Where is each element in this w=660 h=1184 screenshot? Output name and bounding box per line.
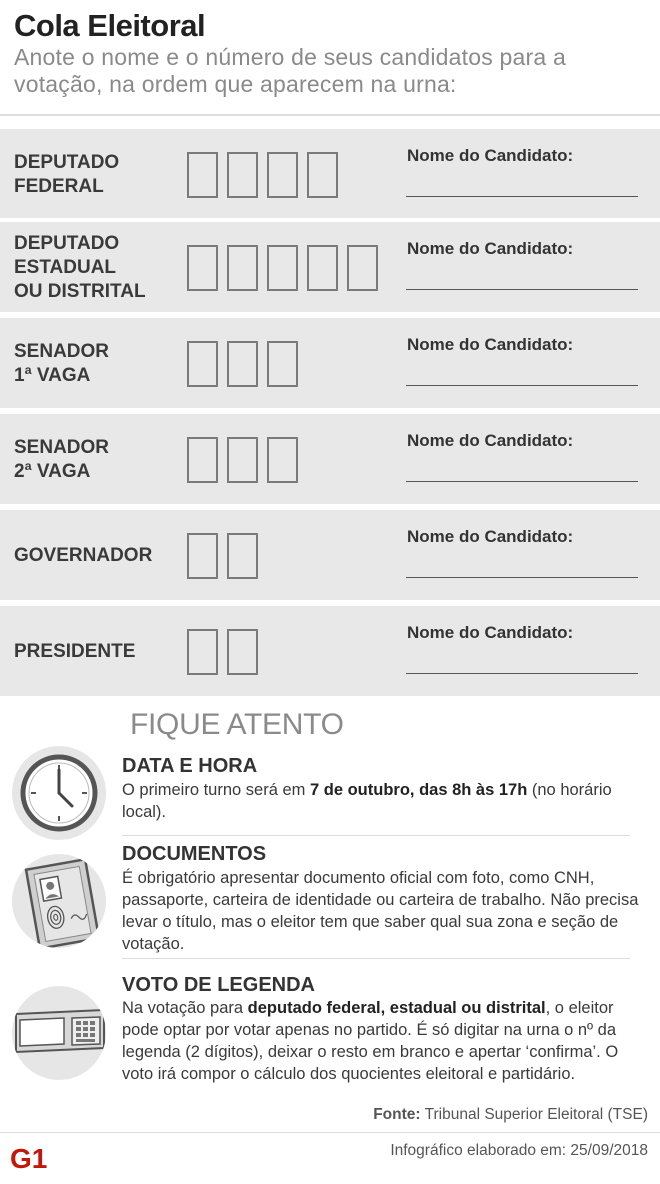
office-label-line: FEDERAL	[14, 175, 104, 197]
info-text-party-vote: Na votação para deputado federal, estadual ou distrital, o eleitor pode optar por votar apenas no partido. É só digitar na urna o nº da legenda (2 dígitos), deixar o resto em branco e apertar ‘confirma’. O voto irá compor o cálculo dos quocientes eleitoral e partidário.	[122, 999, 619, 1083]
digit-box[interactable]	[227, 533, 258, 579]
candidate-row	[0, 222, 660, 312]
footer-divider	[0, 1132, 660, 1133]
digit-box[interactable]	[227, 152, 258, 198]
digit-box[interactable]	[187, 533, 218, 579]
office-label	[14, 640, 135, 664]
g1-logo	[10, 1142, 50, 1172]
candidate-row	[0, 318, 660, 408]
voting-machine-icon	[12, 986, 106, 1080]
number-boxes	[187, 152, 338, 198]
header-divider	[0, 114, 660, 116]
candidate-name-label: Nome do Candidato:	[407, 431, 574, 450]
candidate-name-line[interactable]	[406, 481, 638, 482]
candidate-row	[0, 414, 660, 504]
office-label	[14, 340, 109, 388]
candidate-name-line[interactable]	[406, 385, 638, 386]
number-boxes	[187, 341, 298, 387]
digit-box[interactable]	[187, 629, 218, 675]
number-boxes	[187, 629, 258, 675]
candidate-name-line[interactable]	[406, 289, 638, 290]
office-label-line: GOVERNADOR	[14, 545, 153, 566]
candidate-name-label: Nome do Candidato:	[407, 527, 574, 546]
digit-box[interactable]	[267, 245, 298, 291]
office-label-line: DEPUTADO	[14, 233, 120, 254]
digit-box[interactable]	[307, 245, 338, 291]
office-label	[14, 232, 146, 304]
digit-box[interactable]	[227, 341, 258, 387]
svg-text:G1: G1	[10, 1143, 48, 1172]
digit-box[interactable]	[187, 152, 218, 198]
office-label	[14, 151, 119, 199]
info-title-date: DATA E HORA	[122, 755, 258, 777]
clock-icon	[12, 746, 106, 840]
info-divider	[122, 835, 630, 836]
digit-box[interactable]	[227, 437, 258, 483]
digit-box[interactable]	[187, 341, 218, 387]
candidate-row	[0, 606, 660, 696]
office-label-line: PRESIDENTE	[14, 641, 136, 662]
digit-box[interactable]	[347, 245, 378, 291]
candidate-name-line[interactable]	[406, 577, 638, 578]
page-subtitle: Anote o nome e o número de seus candidatos para a votação, na ordem que aparecem na urna:	[14, 44, 566, 97]
office-label	[14, 436, 109, 484]
office-label-line: SENADOR	[14, 437, 110, 458]
office-label-line: 2ª VAGA	[14, 461, 91, 482]
info-text-documents: É obrigatório apresentar documento oficial com foto, como CNH, passaporte, carteira de identidade ou carteira de trabalho. Não precisa levar o título, mas o eleitor tem que saber qual sua zona e seção de votação.	[122, 869, 639, 953]
office-label-line: ESTADUAL	[14, 257, 117, 278]
office-label	[14, 544, 152, 568]
candidate-name-label: Nome do Candidato:	[407, 335, 574, 354]
digit-box[interactable]	[227, 629, 258, 675]
number-boxes	[187, 437, 298, 483]
candidate-name-label: Nome do Candidato:	[407, 623, 574, 642]
id-document-icon	[12, 854, 106, 948]
office-label-line: SENADOR	[14, 341, 110, 362]
candidate-name-label: Nome do Candidato:	[407, 146, 574, 165]
info-title-party-vote: VOTO DE LEGENDA	[122, 974, 315, 996]
digit-box[interactable]	[227, 245, 258, 291]
office-label-line: OU DISTRITAL	[14, 281, 146, 302]
digit-box[interactable]	[267, 437, 298, 483]
attention-title: FIQUE ATENTO	[130, 708, 344, 741]
number-boxes	[187, 533, 258, 579]
candidate-name-label: Nome do Candidato:	[407, 239, 574, 258]
candidate-name-line[interactable]	[406, 196, 638, 197]
digit-box[interactable]	[267, 341, 298, 387]
info-divider	[122, 958, 630, 959]
info-text-date: O primeiro turno será em 7 de outubro, das 8h às 17h (no horário local).	[122, 781, 612, 821]
source-credit: Fonte: Tribunal Superior Eleitoral (TSE)	[373, 1106, 648, 1123]
number-boxes	[187, 245, 378, 291]
info-title-documents: DOCUMENTOS	[122, 843, 267, 865]
digit-box[interactable]	[307, 152, 338, 198]
office-label-line: DEPUTADO	[14, 151, 120, 173]
page-title: Cola Eleitoral	[14, 8, 206, 43]
digit-box[interactable]	[187, 437, 218, 483]
candidate-row	[0, 129, 660, 218]
candidate-name-line[interactable]	[406, 673, 638, 674]
candidate-row	[0, 510, 660, 600]
office-label-line: 1ª VAGA	[14, 365, 91, 386]
digit-box[interactable]	[187, 245, 218, 291]
infographic-date: Infográfico elaborado em: 25/09/2018	[390, 1142, 648, 1159]
digit-box[interactable]	[267, 152, 298, 198]
